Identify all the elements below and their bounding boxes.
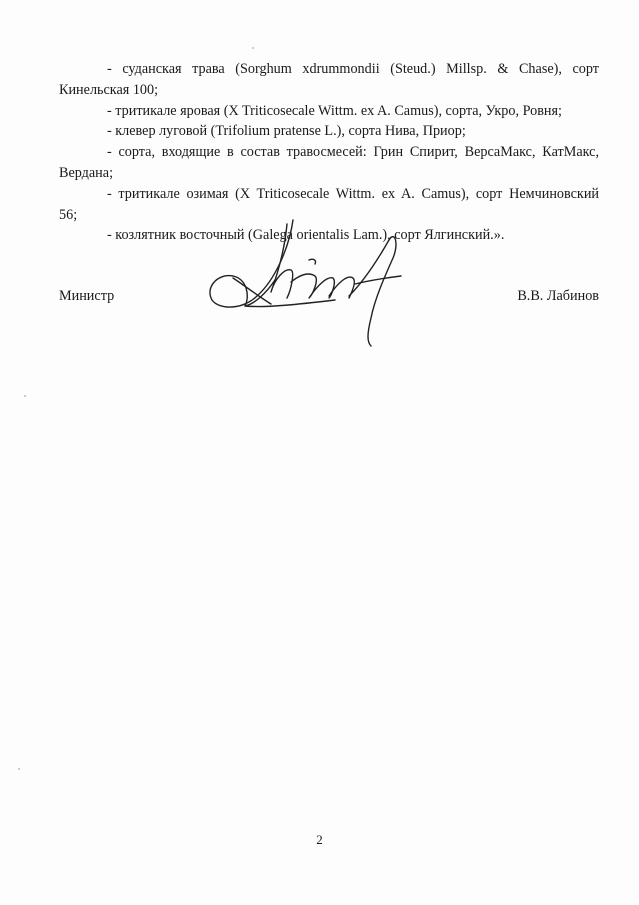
list-item-continuation: 56;: [59, 206, 78, 223]
list-item-continuation: Вердана;: [59, 164, 114, 181]
handwritten-signature: [205, 218, 420, 348]
scan-speck: [252, 47, 254, 49]
scan-speck: [24, 395, 26, 397]
signer-name: В.В. Лабинов: [517, 288, 599, 304]
signer-position: Министр: [59, 288, 115, 304]
page-number: 2: [316, 832, 323, 847]
list-item-sudan-grass: - суданская трава (Sorghum xdrummondii (Steud.) Millsp. & Chase), сорт: [107, 61, 599, 77]
list-item-spring-triticale: - тритикале яровая (X Triticosecale Wittm. ex A. Camus), сорта, Укро, Ровня;: [107, 102, 562, 119]
list-item-winter-triticale: - тритикале озимая (X Triticosecale Wittm. ex A. Camus), сорт Немчиновский: [107, 185, 599, 202]
list-item-galega: - козлятник восточный (Galega orientalis Lam.), сорт Ялгинский.».: [107, 227, 505, 244]
list-item-continuation: Кинельская 100;: [59, 81, 159, 98]
list-item-grass-mixtures: - сорта, входящие в состав травосмесей: Грин Спирит, ВерсаМакс, КатМакс,: [107, 144, 599, 161]
scan-speck: [18, 768, 20, 770]
list-item-red-clover: - клевер луговой (Trifolium pratense L.), сорта Нива, Приор;: [107, 123, 466, 140]
